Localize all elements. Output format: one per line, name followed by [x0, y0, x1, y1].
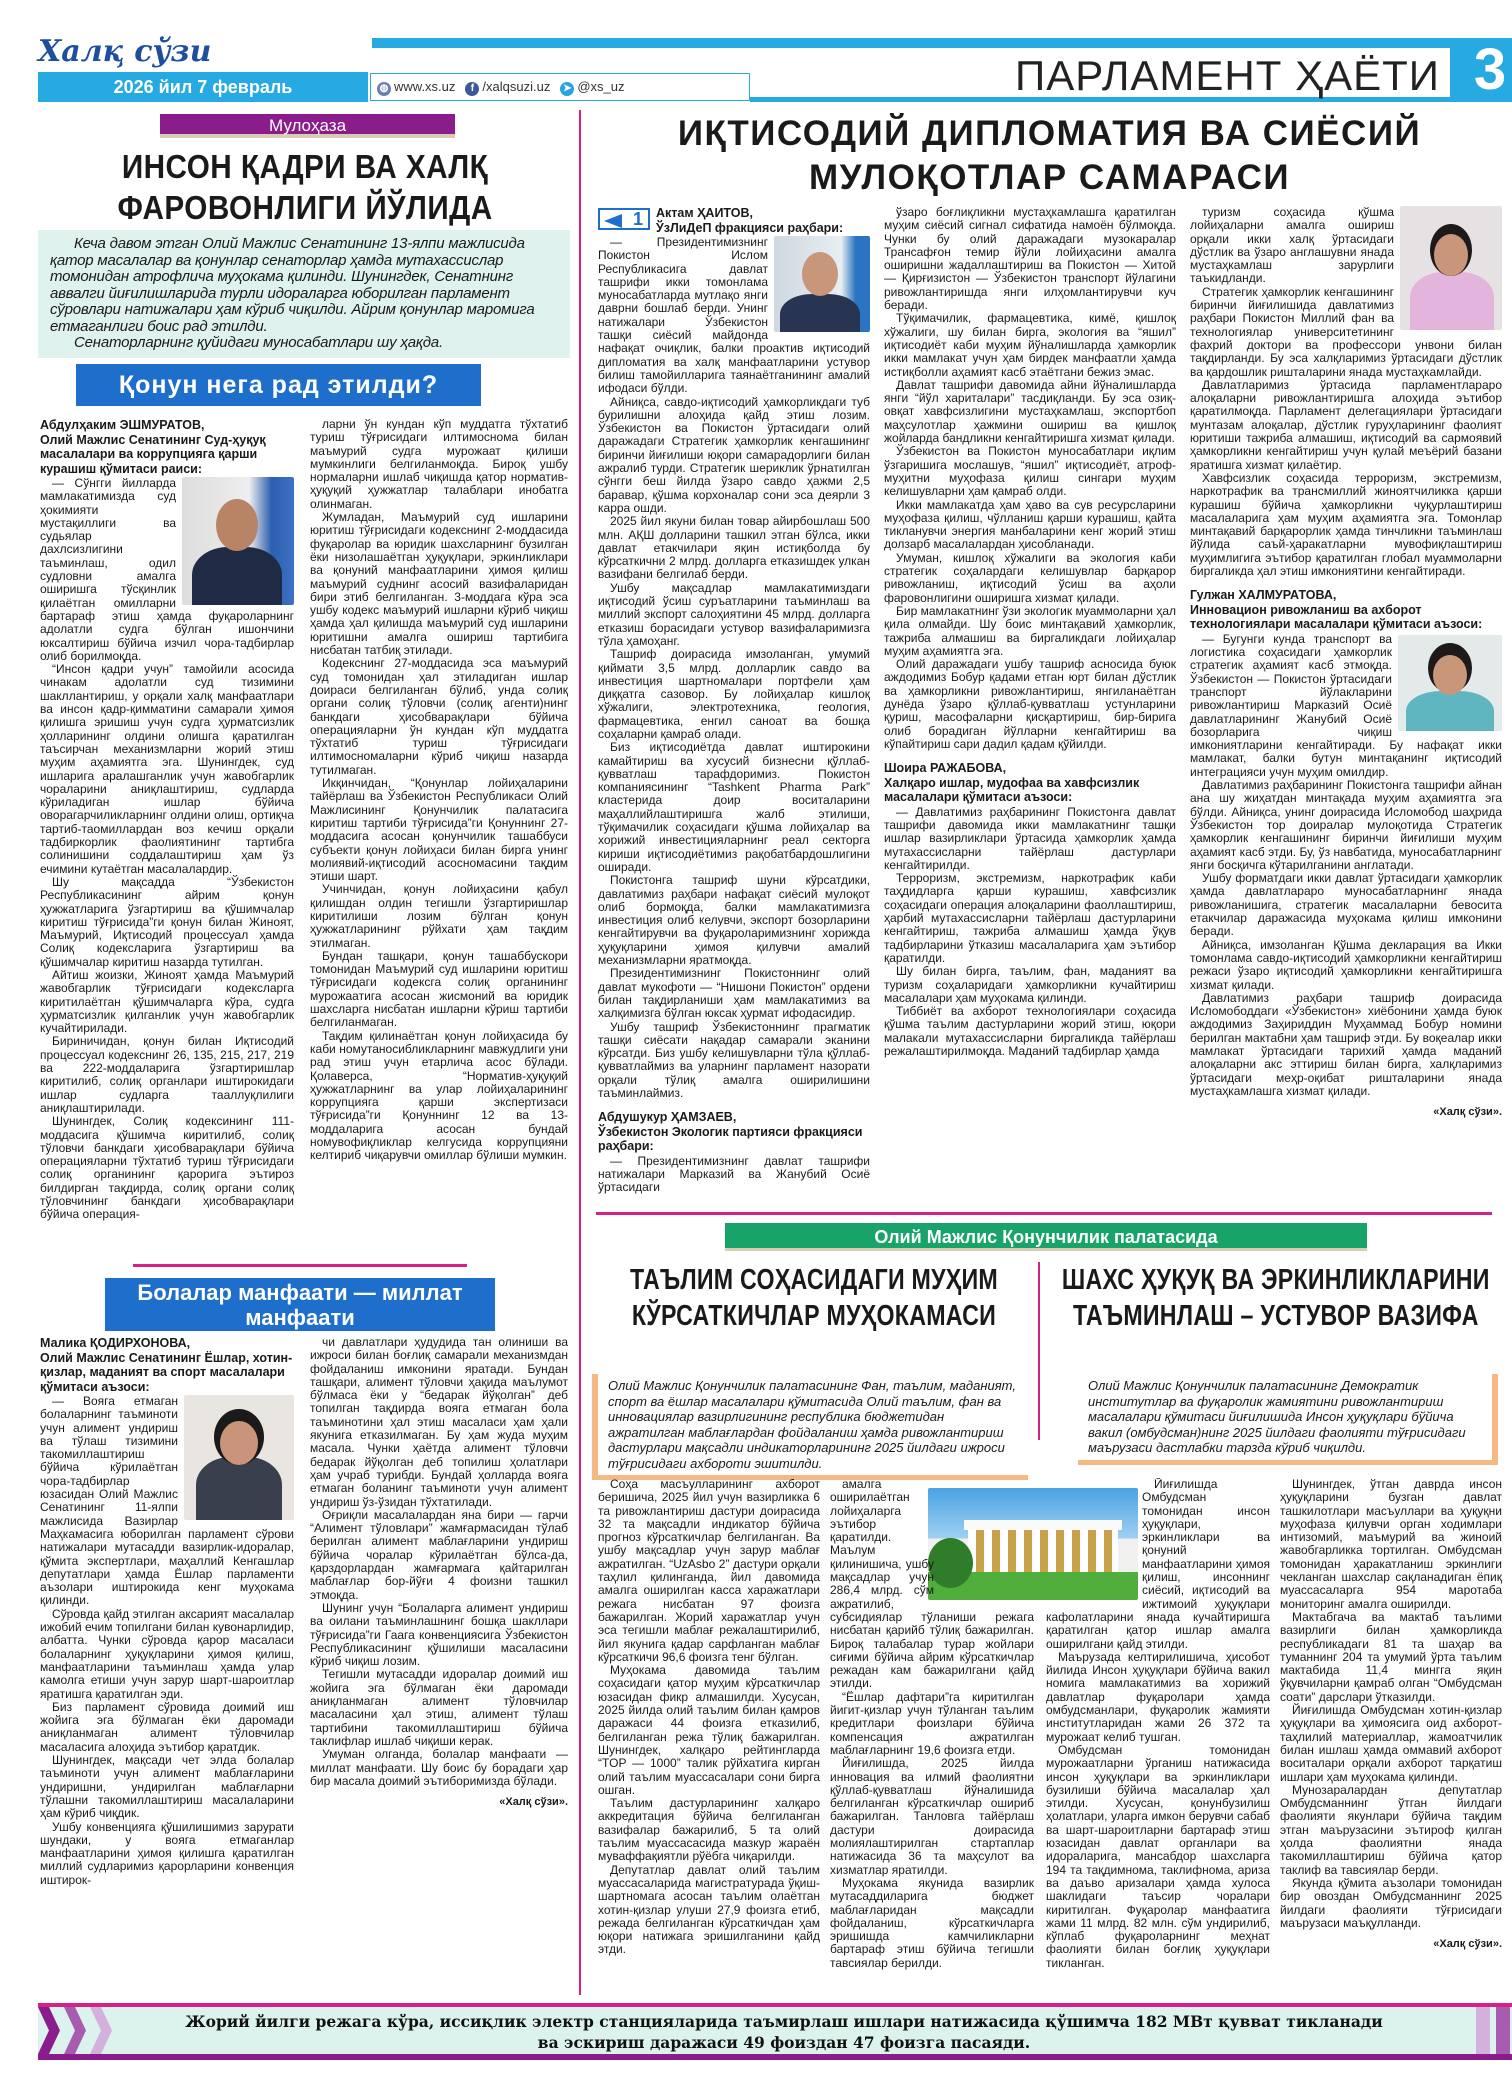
signature: «Халқ сўзи».: [1433, 1106, 1502, 1119]
byline: [40, 1336, 294, 1394]
paragraph: Кодекснинг 27-моддасида эса маъмурий суд томонидан ҳал этиладиган ишлар доираси белгиланган бўлиб, унда солиқ органи солиқ тўловчи (солиқ агенти)нинг банкдаги ҳисобварақлари бўйича операцияларни ўн кундан кўп муддатга тўхтатиб туриш тўғрисидаги илтимосномаларни кўриб чиқиш назарда тутилмаган.: [310, 656, 568, 777]
signature: «Халқ сўзи».: [499, 1796, 568, 1809]
telegram-link[interactable]: ➤ @xs_uz: [560, 79, 624, 96]
paragraph: — Президентимизнинг Покистон Ислом Республикасига давлат ташрифи икки томонлама муносабатларда мутлақо янги даврни бошлаб берди. Унинг натижалари Ўзбекистон ташқи сиёсий майдонда нафақат очиқлик, балки проактив иқтисодий дипломатия ва халқ манфаатларини устувор билиш тамойилларига таянаётганининг амалий ифодаси бўлди.: [598, 235, 870, 396]
headline: ИНСОН ҚАДРИ ВА ХАЛҚ ФАРОВОНЛИГИ ЙЎЛИДА: [117, 148, 493, 226]
article-column: [884, 206, 1176, 1211]
paragraph: — Давлатимиз раҳбарининг Покистонга давлат ташрифи давомида икки мамлакатнинг ташқи ишлар вазирликлари ўртасида ҳамкорлик ҳамда мутахассисларни тайёрлаш дастурлари кенгайтирилди.: [884, 804, 1176, 872]
paragraph: Кеча давом этган Олий Мажлис Сенатининг 13-ялпи мажлисида қатор масалалар ва қонунлар сенаторлар ҳамда мутахассислар томонидан атрофлича муҳокама қилинди. Шунингдек, Сенатнинг аввалги йиғилишларида турли идораларга юборилган парламент сўровлари натижалари ҳам кўриб чиқилди. Айрим қонунлар маромига етмаганлиги боис рад этилди.: [50, 235, 535, 335]
section-title: ПАРЛАМЕНТ ҲАЁТИ: [1015, 52, 1440, 99]
paragraph: “Инсон қадри учун” тамойили асосида чинакам адолатли суд тизимини шакллантириш, у орқали халқ манфаатлари ва инсон қадр-қимматини самарали ҳимоя қилишга эришиш учун судга ҳурматсизлик ҳолларининг олдини олишга қаратилган таъсирчан механизмларни жорий этиш муҳим аҳамиятга эга. Шунингдек, суд ишларига аралашганлик учун жавобгарлик чораларини аниқлаштириш, судларда кўриладиган ишлар бўйича оворагарчиликларнинг олдини олиш, ортиқча тартиб-таомиллардан воз кечиш орқали тадбиркорлик фаолиятининг тартибга солинишини соддалаштириш ҳам ўз ечимини кутаётган масалалардир.: [40, 662, 294, 876]
paragraph: Шу мақсадда “Ўзбекистон Республикасининг айрим қонун ҳужжатларига ўзгартириш ва қўшимчалар киритиш тўғрисида”ги қонун билан Жиноят, Маъмурий, Иқтисодий процессуал ҳамда Солиқ кодексларига ўзгартириш ва қўшимчалар киритиш назарда тутилган.: [40, 874, 294, 969]
paragraph: — Вояга етмаган болаларнинг таъминоти учун алимент ундириш ва тўлаш тизимини такомиллаштириш бўйича кўрилаётган чора-тадбирлар юзасидан Олий Мажлис Сенатининг 11-ялпи мажлисида Вазирлар Маҳкамасига юборилган парламент сўрови натижалари мутасадди вазирлик-идоралар, қўмита экспертлари, маҳаллий Кенгашлар депутатлари ҳамда Ёшлар парламенти аъзолари иштирокида кенг муҳокама қилинди.: [40, 1394, 294, 1608]
paragraph: Терроризм, экстремизм, наркотрафик каби таҳдидларга қарши курашиш, хавфсизлик соҳасидаги операция алоқаларини фаоллаштириш, ҳарбий мутахассисларни тайёрлаш дастурларини кенгайтириш, тажриба алмашиш ҳамда ўқув тадбирларини ўтказиш масалаларига ҳам эътибор қаратилди.: [884, 871, 1176, 965]
rubric-label: Мулоҳаза: [160, 114, 455, 138]
author-photo: [182, 477, 294, 605]
facebook-link[interactable]: f /xalqsuzi.uz: [465, 79, 550, 96]
paragraph: Жумладан, Маъмурий суд ишларини юритиш тўғрисидаги кодекснинг 2-моддасида фуқаролар ва юридик шахсларнинг бузилган ёки низолашаётган ҳуқуқлари, эркинликлари ва қонуний манфаатларини ҳимоя қилиш маъмурий суднинг асосий вазифаларидан бири этиб белгиланган. 3-моддага кўра эса ушбу кодекс маъмурий ишларни кўриб чиқиш ҳамда ҳал қилишда маъмурий суд ишларини юритишни амалга ошириш тартибига нисбатан татбиқ этилади.: [310, 510, 568, 658]
paragraph: Стратегик ҳамкорлик кенгашининг биринчи йиғилишида давлатимиз раҳбари Покистон Миллий фан ва технологиялар университетининг фахрий доктори ва профессори унвони билан тақдирланди. Бу эса халқларимиз ўртасидаги дўстлик ва қардошлик ришталарини янада мустаҳкамлайди.: [1190, 284, 1502, 379]
paragraph: Сўровда қайд этилган аксарият масалалар ижобий ечим топилгани билан кувонарлидир, албатта. Чунки сўровда қарор масаласи болаларнинг ҳуқуқларини ҳимоя қилиш, манфаатларини таъминлаш ҳамда улар камолга етиши учун зарур шарт-шароитлар яратишга қаратилган эди.: [40, 1606, 294, 1701]
headline: ИҚТИСОДИЙ ДИПЛОМАТИЯ ВА СИЁСИЙ МУЛОҚОТЛАР САМАРАСИ: [677, 114, 1422, 197]
paragraph: Покистонга ташриф шуни кўрсатдики, давлатимиз раҳбари нафақат сиёсий мулоқот олиб бормоқда, балки мамлакатимизга инвестиция олиб келувчи, экспорт бозорларини кенгайтирувчи ва фуқароларимизнинг хорижда ҳуқуқларини ҳимоя қилувчи амалий механизмларни яратмоқда.: [598, 873, 870, 968]
article-column: [1280, 1478, 1502, 1996]
paragraph: Омбудсман томонидан мурожаатларни ўрганиш натижасида инсон ҳуқуқлари ва эркинликлари бузилиши бўйича масалалар ҳал этилди. Хусусан, қонунбузилиш ҳолатлари, уларга имкон берувчи сабаб ва шарт-шароитларни бартараф этиш юзасидан давлат органлари ва идораларига, мансабдор шахсларга 194 та тақдимнома, таклифнома, ариза ва даъво аризалари ҳамда хулоса шаклидаги таъсир чоралари киритилган. Фуқаролар манфаатига жами 11 млрд. 82 млн. сўм ундирилиб, кўплаб фуқароларнинг меҳнат фаолияти билан боғлиқ ҳуқуқлари тикланган.: [1046, 1742, 1270, 1970]
byline: [598, 1110, 870, 1154]
paragraph: амалга оширилаётган лойиҳаларга эътибор қаратилди. Маълум қилинишича, ушбу мақсадлар учун 286,4 млрд. сўм ажратилиб, субсидиялар тўланиши режага нисбатан қарийб тўлиқ бажарилган. Бироқ талабалар турар жойлари сиғими бўйича айрим кўрсаткичлар режадан кам бажарилгани қайд этилди.: [830, 1478, 1034, 1691]
social-links: [370, 73, 750, 101]
article-column: [40, 1336, 294, 1996]
chevron-icon: [90, 2007, 112, 2054]
headline: ШАХС ҲУҚУҚ ВА ЭРКИНЛИКЛАРИНИ ТАЪМИНЛАШ – УСТУВОР ВАЗИФА: [1061, 1264, 1490, 1332]
paragraph: Ушбу ташриф Ўзбекистоннинг прагматик ташқи сиёсати нақадар самарали эканини кўрсатди. Биз ушбу келишувларни тўла қўллаб-қувватлаймиз ва уларнинг парламент назорати орқали тўлиқ амалга оширилишини таъминлаймиз.: [598, 1019, 870, 1100]
author-name: Актам ҲАИТОВ,: [656, 206, 753, 220]
author-role: Олий Мажлис Сенатининг Ёшлар, хотин-қизлар, маданият ва спорт масалалари қўмитаси аъзоси:: [40, 1350, 293, 1394]
lede-box: Олий Мажлис Қонунчилик палатасининг Фан, таълим, маданият, спорт ва ёшлар масалалари қўмитасида Олий таълим, фан ва инновациялар вазирлигининг республика бюджетидан ажратилган маблағлардан фойдаланиш ҳамда ривожлантириш дастурлари мақсадли индикаторларининг 2025 йилдаги ижроси тўғрисидаги ахбороти эшитилди.: [592, 1374, 1028, 1480]
paragraph: Президентимизнинг Покистоннинг олий давлат мукофоти — “Нишони Покистон” ордени билан тақдирланиши ҳам мамлакатимиз ва халқимизга бўлган юксак ҳурмат ифодасидир.: [598, 966, 870, 1021]
paragraph: Шунинг учун “Болаларга алимент ундириш ва оилани таъминлашнинг бошқа шакллари тўғрисида”ги Гаага конвенциясига Ўзбекистон Республикасининг қўшилиши масаласини кўриб чиқиш лозим.: [310, 1600, 568, 1669]
paragraph: Биз парламент сўровида доимий иш жойига эга бўлмаган ёки даромади аниқланмаган алимент тўловчилар масаласига алоҳида эътибор қаратдик.: [40, 1699, 294, 1754]
author-role: Инновацион ривожланиш ва ахборот технологиялари масалалари қўмитаси аъзоси:: [1190, 602, 1483, 632]
globe-icon: ◍: [377, 82, 391, 96]
paragraph: Депутатлар давлат олий таълим муассасаларида магистратурада ўқиш-шартномага асосан таълим олаётган хотин-қизлар улуши 27,9 фоизга етиб, режада белгиланган кўрсаткичдан ҳам юқори натижага эришилганини қайд этди.: [598, 1862, 820, 1957]
column-text: [884, 206, 1176, 751]
continued-from-page-badge[interactable]: 1: [598, 208, 650, 230]
paragraph: чи давлатлари ҳудудида тан олиниши ва ижроси билан боғлиқ самарали механизмдан фойдаланиш имконини яратади. Бундан ташқари, алимент тўловчи ҳақида маълумот бўлмаса ёки у “бедарак йўқолган” деб топилган тақдирда вояга етмаган бола таъминотини ҳал этиш масаласи ҳам ҳали якунига етказилмаган. Бу ҳам жуда муҳим масала. Чунки ҳаётда алимент тўловчи бедарак йўқолган деб топилиш ҳолатлари ҳам учраб турибди. Бундай ҳолларда вояга етмаган боланинг таъминоти учун алимент ундириш ўз-ўзидан тўхтатилади.: [310, 1336, 568, 1509]
lede-box: [38, 230, 570, 358]
author-role: Ўзбекистон Экологик партияси фракцияси раҳбари:: [598, 1124, 863, 1154]
facebook-icon: f: [465, 82, 479, 96]
paragraph: ларни ўн кундан кўп муддатга тўхтатиб туриш тўғрисидаги илтимоснома билан маъмурий судга мурожаат қилиши мумкинлиги белгиланмоқда. Бироқ ушбу нормаларни ишлаб чиқишда қатор норматив-ҳуқуқий ҳужжатлар талаблари инобатга олинмаган.: [310, 418, 568, 511]
author-name: Абдулҳаким ЭШМУРАТОВ,: [40, 418, 205, 432]
section-banner: Олий Мажлис Қонунчилик палатасида: [725, 1223, 1367, 1251]
paragraph: Бундан ташқари, қонун ташаббускори томонидан Маъмурий суд ишларини юритиш тўғрисидаги кодексга солиқ органининг мурожаатига асосан жисмоний ва юридик шахсларга нисбатан ишларни кўриш тартиби белгиланмаган.: [310, 948, 568, 1030]
photo-spacer: [934, 1478, 1034, 1600]
paragraph: Давлатимиз раҳбари ташриф доирасида Исломободдаги «Ўзбекистон» хиёбонини ҳамда буюк аждодимиз Заҳириддин Муҳаммад Бобур номини берилган мактабни ҳам ташриф этди. Бу воқеалар икки мамлакат ўртасидаги тарихий ҳамда маданий алоқаларни акс эттириш билан бирга, халқларимиз ўртасидаги меҳр-оқибат ришталарини янада мустаҳкамлашга хизмат қилади.: [1190, 990, 1502, 1098]
author-photo: [774, 236, 870, 332]
column-text: [310, 418, 568, 1163]
paragraph: Давлатимиз раҳбарининг Покистонга ташрифи айнан ана шу жиҳатдан минтақада муҳим аҳамиятга эга бўлди. Айниқса, унинг доирасида Исломобод шаҳрида Ўзбекистон тор доиралар мулоқотида Стратегик ҳамкорлик кенгашининг биринчи йиғилиши муҳим аҳамият касб этди. Бу, ўз навбатида, муносабатларнинг янги босқичга кўтарилганини англатади.: [1190, 778, 1502, 872]
paragraph: Бириничидан, қонун билан Иқтисодий процессуал кодекснинг 26, 135, 215, 217, 219 ва 222-моддаларига ўзгартиришлар киритилиб, солиқ органлари иштирокидаги ишлар судларга тааллуқлилиги аниқлаштирилади.: [40, 1034, 294, 1115]
article-column: [598, 1478, 820, 1996]
paragraph: Таълим дастурларининг халқаро аккредитация бўйича белгиланган вазифалар бажарилиб, 5 та олий таълим муассасасида мазкур жараён муваффақиятли рўёбга чиқарилди.: [598, 1796, 820, 1864]
author-photo: [1398, 635, 1502, 731]
footer-banner: [38, 2003, 1512, 2060]
paragraph: Хавфсизлик соҳасида терроризм, экстремизм, наркотрафик ва трансмиллий жиноятчиликка қарши курашиш бўйича ҳамкорликни чуқурлаштириш масалаларига ҳам муҳим аҳамиятга эга. Томонлар минтақавий барқарорлик ҳамда тинчликни таъминлаш йўлида саъй-ҳаракатларни мувофиқлаштириш муҳимлигига эътибор қаратилган глобал муаммоларни биргаликда ҳал этиш имкониятини кенгайтиради.: [1190, 470, 1502, 579]
byline: [598, 206, 870, 235]
paragraph: Олий даражадаги ушбу ташриф асносида буюк аждодимиз Бобур қадами етган юрт билан дўстлик ва ҳамкорликни ривожлантириш, янгиланаётган дунёда ўзаро қўллаб-қувватлаш устунларини қуриш, масофаларни қисқартириш, бир-бирига олиб борадиган йўлларни кенгайтириш ва кўпайтириш сари дадил қадам қўйилди.: [884, 657, 1176, 751]
byline: [1190, 588, 1502, 632]
telegram-icon: ➤: [560, 82, 574, 96]
column-text: [598, 1155, 870, 1195]
author-name: Абдушукур ҲАМЗАЕВ,: [598, 1110, 737, 1125]
author-name: Гулжан ХАЛМУРАТОВА,: [1190, 588, 1337, 603]
paragraph: Давлат ташрифи давомида айни йўналишларда янги “йўл хариталари” тасдиқланди. Бу эса озиқ-овқат хавфсизлигини мустаҳкамлаш, экспортбоп маҳсулотлар ҳажмини ошириш ва қишлоқ жойларда бандликни кенгайтиришга хизмат қилади.: [884, 377, 1176, 446]
author-role: Халқаро ишлар, мудофаа ва хавфсизлик масалалари қўмитаси аъзоси:: [884, 775, 1140, 805]
paragraph: — Президентимизнинг давлат ташрифи натижалари Марказий ва Жанубий Осиё ўртасидаги: [598, 1153, 870, 1195]
article-column: [310, 1336, 568, 1996]
paragraph: Айниқса, имзоланган Қўшма декларация ва Икки томонлама савдо-иқтисодий ҳамкорликни кенгайтириш режаси ўзаро иқтисодий ҳамкорликни кенгайтиришга хизмат қилади.: [1190, 937, 1502, 992]
paragraph: Шунингдек, Солиқ кодексининг 111-моддасига қўшимча киритилиб, солиқ тўловчи банкдаги ҳисобварақлари бўйича операцияларни тўхтатиб туриш тўғрисидаги солиқ органининг қарорига эътироз билдирган тақдирда, солиқ органи солиқ тўловчининг банкдаги ҳисобварақлари бўйича операция-: [40, 1114, 294, 1222]
paragraph: Сенаторларнинг қуйидаги муносабатлари шу ҳақда.: [74, 334, 443, 351]
column-text: [884, 806, 1176, 1059]
author-name: Малика ҚОДИРХОНОВА,: [40, 1336, 191, 1350]
paragraph: Умуман, кишлоқ хўжалиги ва экология каби стратегик соҳалардаги келишувлар барқарор ривожланиш, иқтисодий ўсиш ва аҳоли фаровонлигини оширишга хизмат қилади.: [884, 550, 1176, 605]
paragraph: Тўқимачилик, фармацевтика, кимё, қишлоқ хўжалиги, шу билан бирга, экология ва “яшил” иқтисодиёт каби муҳим йўналишларда ҳамкорлик икки мамлакат учун ҳам бирдек манфаатли ҳамда истиқболли аҳамият касб этаётгани бежиз эмас.: [884, 311, 1176, 379]
column-text: [598, 236, 870, 1100]
lede-box: Олий Мажлис Қонунчилик палатасининг Демократик институтлар ва фуқаролик жамиятини ривожлантириш масалалари қўмитаси йиғилишида Инсон ҳуқуқлари бўйича вакил (омбудсман)нинг 2025 йилдаги фаолияти тўғрисидаги маърузаси дастлабки тарзда кўриб чиқилди.: [1078, 1374, 1498, 1465]
author-name: Шоира РАЖАБОВА,: [884, 761, 1007, 776]
paragraph: Шунингдек, ўтган даврда инсон ҳуқуқларини бузган давлат ташкилотлари масъуллари ва ҳуқуқни муҳофаза қилувчи орган ходимлари интизомий, маъмурий ва жиноий жавобгарликка тортилган. Омбудсман томонидан ҳаракатланиш эркинлиги чекланган шахслар сақланадиган ёпиқ муассасаларга 954 маротаба мониторинг амалга оширилди.: [1280, 1478, 1502, 1611]
subheadline: Қонун нега рад этилди?: [76, 364, 481, 406]
author-photo: [184, 1395, 294, 1520]
paragraph: Оғриқли масалалардан яна бири — гарчи “Алимент тўловлари” жамғармасидан тўлаб берилган алимент маблағларини ундириш бўйича чоралар кўрилаётган бўлса-да, қарздорлардан жамғармага қайтарилган маблағлар бор-йўғи 4 фоизни ташкил этмоқда.: [310, 1507, 568, 1602]
paragraph: Айтиш жоизки, Жиноят ҳамда Маъмурий жавобгарлик тўғрисидаги кодексларга киритилаётган қўшимчаларга кўра, судга ҳурматсизлик қилганлик учун жавобгарлик кучайтирилади.: [40, 967, 294, 1036]
paragraph: — Бугунги кунда транспорт ва логистика соҳасидаги ҳамкорлик стратегик аҳамият касб этмоқда. Ўзбекистон — Покистон ўртасидаги транспорт йўлакларини ривожлантириш Марказий Осиё давлатларининг Жанубий Осиё бозорларига чиқиш имкониятларини кенгайтиради. Бу нафақат икки мамлакат, балки бутун минтақанинг иқтисодий интеграцияси учун муҳим омилдир.: [1190, 631, 1502, 779]
article-column: [40, 418, 294, 1253]
newspaper-logo: Халқ сўзи: [38, 34, 212, 69]
paragraph: Айниқса, савдо-иқтисодий ҳамкорликдаги туб бурилишни алоҳида қайд этиш лозим. Ўзбекистон ва Покистон ўртасидаги олий даражадаги Стратегик ҳамкорлик кенгашининг биринчи йиғилиши юқори самарадорлиги билан ажралиб турди. Стратегик шериклик ўрнатилган сўнгги беш йилда ўзаро савдо ҳажми 2,5 баравар, қўшма корхоналар сони эса деярли 3 карра ошди.: [598, 394, 870, 515]
author-role: Олий Мажлис Сенатининг Суд-ҳуқуқ масалалари ва коррупцияга қарши курашиш қўмитаси раиси:: [40, 432, 266, 476]
chevron-icon: [38, 2007, 60, 2054]
article-column: [598, 206, 870, 1211]
byline: [884, 761, 1176, 805]
article-column: [1046, 1478, 1270, 1996]
paragraph: Йиғилишда Омбудсман томонидан инсон ҳуқуқлари, эркинликлари ва қонуний манфаатларини ҳимоя қилиш, инсоннинг сиёсий, иқтисодий ва ижтимоий ҳуқуқлари кафолатларини янада кучайтиришга қаратилган қатор ишлар амалга оширилгани қайд этилди.: [1046, 1478, 1270, 1651]
subheadline: Болалар манфаати — миллат манфаати: [105, 1278, 495, 1331]
paragraph: Учинчидан, қонун лойиҳасини қабул қилишдан олдин тегишли ўзгартиришлар киритилиши лозим бўлган қонун ҳужжатларининг рўйхати ҳам тақдим этилмаган.: [310, 882, 568, 950]
paragraph: Мунозаралардан депутатлар Омбудсманнинг ўтган йилдаги фаолияти якунлари бўйича тақдим этган маърузасини эътироф қилган ҳолда фаолиятни янада такомиллаштириш бўйича қатор таклиф ва тавсиялар берди.: [1280, 1782, 1502, 1877]
paragraph: Муҳокама давомида таълим соҳасидаги қатор муҳим кўрсаткичлар юзасидан фикр алмашилди. Хусусан, 2025 йилда олий таълим билан қамров даражаси 44 фоизга етказилиб, белгиланган режа тўлиқ бажарилган. Шунингдек, халқаро рейтингларда “TOP — 1000” талик рўйхатига кирган олий таълим муассасалари сони бирга ошган.: [598, 1663, 820, 1797]
section-rule: [596, 1212, 1492, 1215]
paragraph: Якунда қўмита аъзолари томонидан бир овоздан Омбудсманнинг 2025 йилдаги фаолияти тўғрисидаги маърузаси маъқулланди.: [1280, 1875, 1502, 1930]
section-rule: [133, 1264, 467, 1267]
column-text: [598, 1478, 820, 1957]
paragraph: Бир мамлакатнинг ўзи экологик муаммоларни ҳал қила олмайди. Шу боис минтақавий ҳамкорлик, тажриба алмашиш ва биргаликдаги лойиҳалар муҳим аҳамиятга эга.: [884, 603, 1176, 658]
column-divider: [579, 110, 581, 1995]
paragraph: Умуман олганда, болалар манфаати — миллат манфаати. Шу боис бу борадаги ҳар бир масала доимий эътиборимизда бўлади.: [310, 1747, 568, 1788]
author-role: ЎзЛиДеП фракцияси раҳбари:: [656, 220, 844, 235]
paragraph: Соҳа масъулларининг ахборот беришича, 2025 йил учун вазирликка 6 та ривожлантириш дастури доирасида 32 та мақсадли индикатор бўйича прогноз кўрсаткичлар белгиланган. Ва ушбу мақсадлар учун зарур маблағ ажратилган. “UzAsbo 2” дастури орқали таҳлил қилинганда, йил давомида амалга оширилган касса харажатлари режага нисбатан 97 фоизга бажарилган. Жорий харажатлар учун эса тегишли маблағ режалаштирилиб, йил якунига қадар сарфланган маблағ кўрсаткичи 96,6 фоизга тенг бўлган.: [598, 1478, 820, 1664]
paragraph: Ушбу мақсадлар мамлакатимиздаги иқтисодий ўсиш суръатларини таъминлаш ва миллий экспорт салоҳиятини 45 млрд. долларга етказиш борасидаги устувор вазифаларимизга тўла ҳамоҳанг.: [598, 580, 870, 648]
paragraph: Тегишли мутасадди идоралар доимий иш жойига эга бўлмаган ёки даромади аниқланмаган алимент тўловчилар масаласини ҳал этиш, алимент тўлаш тартибини такомиллаштириш бўйича таклифлар ишлаб чиқиши керак.: [310, 1667, 568, 1748]
paragraph: Икки мамлакатда ҳам ҳаво ва сув ресурсларини муҳофаза қилиш, чўлланиш қарши курашиш, қайта тикланувчи энергия манбаларини кенг жорий этиш долзарб масалалардан ҳисобланади.: [884, 497, 1176, 552]
author-photo: [1400, 206, 1502, 330]
header-top-bar: [372, 38, 1512, 48]
article-column: [830, 1478, 1034, 1996]
paragraph: Муҳокама якунида вазирлик мутасаддиларига бюджет маблағларидан мақсадли фойдаланиш, кўрсаткичларга эришишда камчиликларни бартараф этиш бўйича тегишли тавсиялар берилди.: [830, 1875, 1034, 1970]
paragraph: Давлатларимиз ўртасида парламентлараро алоқаларни ривожлантиришга алоҳида эътибор қаратилмоқда. Парламент делегациялари ўртасидаги мунтазам алоқалар, дўстлик гуруҳларининг фаолият юритиши тажриба алмашиш, иқтисодий ва сармоявий ҳамкорликни кенгайтириш учун қулай меъёрий базани яратишга хизмат қилаётир.: [1190, 377, 1502, 472]
signature: «Халқ сўзи».: [1433, 1938, 1502, 1951]
paragraph: туризм соҳасида қўшма лойиҳаларни амалга ошириш орқали икки халқ ўртасидаги дўстлик ва ўзаро англашувни янада мустаҳкамлаш зарурлиги таъкидланди.: [1190, 206, 1394, 286]
paragraph: Биз иқтисодиётда давлат иштирокини камайтириш ва хусусий бизнесни қўллаб-қувватлаш тарафдоримиз. Покистон компаниясининг “Tashkent Pharma Park” кластерида доир воситаларини маҳаллийлаштиришга жалб этилиши, тўқимачилик соҳасидаги қўшма лойиҳалар ва хорижий инвестицияларнинг реал секторга кириши иқтисодиётимиз рақобатбардошлигини оширади.: [598, 740, 870, 874]
paragraph: 2025 йил якуни билан товар айирбошлаш 500 млн. АҚШ долларини ташкил этган бўлса, икки давлат етакчилари яқин истиқболда бу кўрсаткични 2 млрд. долларга етказишдек улкан вазифани белгилаб берди.: [598, 514, 870, 582]
paragraph: Йиғилишда Омбудсман хотин-қизлар ҳуқуқлари ва ҳимоясига оид ахборот-таҳлилий материаллар, жамоатчилик билан ишлаш ҳамда оммавий ахборот воситалари орқали ахборот тарқатиш ишлари ҳам муҳокама қилинди.: [1280, 1703, 1502, 1784]
paragraph: “Ёшлар дафтари”га киритилган йигит-қизлар учун тўланган таълим кредитлари фоизлари бўйича компенсация ажратилган маблағларнинг 19,6 фоизга етди.: [830, 1689, 1034, 1757]
chevron-icon: [64, 2007, 86, 2054]
paragraph: Йиғилишда, 2025 йилда инновация ва илмий фаолиятни қўллаб-қувватлаш йўналишида белгиланган кўрсаткичлар ошириб бажарилган. Танловга тайёрлаш дастури доирасида молиялаштирилган стартаплар натижасида 36 та маҳсулот ва хизматлар яратилди.: [830, 1756, 1034, 1877]
paragraph: Ушбу форматдаги икки давлат ўртасидаги ҳамкорлик ҳамда давлатлараро муносабатларнинг янада ривожланишига, стратегик масалаларни бевосита етакчилар даражасида муҳокама қилиш имконини беради.: [1190, 871, 1502, 939]
issue-date: 2026 йил 7 февраль: [38, 72, 368, 102]
paragraph: — Сўнгги йилларда мамлакатимизда суд ҳокимияти мустақиллиги ва судьялар дахлсизлигини таъминлаш, одил судловни амалга оширишга тўсқинлик қилаётган омилларни бартараф этиш ҳамда фуқароларнинг адолатли судга бўлган ишончини юксалтириш бўйича изчил чора-тадбирлар олиб борилмоқда.: [40, 476, 294, 663]
headline: ТАЪЛИМ СОҲАСИДАГИ МУҲИМ КЎРСАТКИЧЛАР МУҲОКАМАСИ: [630, 1264, 998, 1332]
page-number: 3: [1450, 38, 1512, 102]
column-text: [1280, 1478, 1502, 1930]
paragraph: Мактабгача ва мактаб таълими вазирлиги билан ҳамкорликда республикадаги 81 та шаҳар ва туманнинг 204 та умумий ўрта таълим мактабида 11,4 мингга яқин ўқувчиларни қамраб олган “Омбудсман соати” дарслари ўтказилди.: [1280, 1609, 1502, 1704]
paragraph: Маърузада келтирилишича, ҳисобот йилида Инсон ҳуқуқлари бўйича вакил номига мамлакатимиз ва хорижий давлатлар фуқаролари ҳамда омбудсманлари, фуқаролик жамияти институтларидан жами 26 372 та мурожаат келиб тушган.: [1046, 1649, 1270, 1744]
paragraph: Тиббиёт ва ахборот технологиялари соҳасида қўшма таълим дастурларини жорий этиш, юқори малакали мутахассисларни биргаликда тайёрлаш режалаштирилмоқда. Маданий тадбирлар ҳамда: [884, 1004, 1176, 1059]
footer-fact: Жорий йилги режага кўра, иссиқлик электр станцияларида таъмирлаш ишлари натижасида қўшимча 182 МВт қувват тикланади ва эскириш даражаси 49 фоиздан 47 фоизга пасаяди.: [185, 2012, 1383, 2052]
paragraph: Шу билан бирга, таълим, фан, маданият ва туризм соҳаларидаги ҳамкорликни кучайтириш масалалари ҳам муҳокама қилинди.: [884, 964, 1176, 1005]
paragraph: Ташриф доирасида имзоланган, умумий қиймати 3,5 млрд. долларлик савдо ва инвестиция шартномалари портфели ҳам диққатга сазовор. Бу лойиҳалар кишлоқ хўжалиги, электротехника, геология, фармацевтика, енгил саноат ва бошқа соҳаларни қамраб олади.: [598, 647, 870, 741]
paragraph: Тақдим қилинаётган қонун лойиҳасида бу каби номутаносибликларнинг мавжудлиги уни рад этиш учун етарлича асос бўлади. Қолаверса, “Норматив-ҳуқуқий ҳужжатларнинг ва улар лойиҳаларининг коррупцияга қарши экспертизаси тўғрисида”ги Қонуннинг 12 ва 13-моддаларига асосан бундай номувофиқликлар келгусида коррупцияни келтириб чиқарувчи омиллар бўлиши мумкин.: [310, 1028, 568, 1163]
paragraph: ўзаро боғлиқликни мустаҳкамлашга қаратилган муҳим сиёсий сигнал сифатида намоён бўлмоқда. Чунки бу олий даражадаги музокаралар Трансафғон темир йўли лойиҳасини амалга оширишни жадаллаштириш ва Покистон — Хитой — Қирғизистон — Ўзбекистон транспорт йўлагини ривожлантиришда янги илҳомлантирувчи куч беради.: [884, 206, 1176, 313]
paragraph: Ушбу конвенцияга қўшилишимиз зарурати шундаки, у вояга етмаганлар манфаатларини ҳимоя қилишга қаратилган миллий судларимиз қарорларини конвенция иштирок-: [40, 1819, 294, 1887]
website-link[interactable]: ◍ www.xs.uz: [377, 79, 455, 96]
byline: [40, 418, 294, 476]
paragraph: Ўзбекистон ва Покистон муносабатлари иқлим ўзгаришига мослашув, “яшил” иқтисодиёт, атроф-муҳитни муҳофаза қилиш сингари муҳим келишувларни ҳам қамраб олди.: [884, 444, 1176, 499]
paragraph: Шунингдек, мақсади чет элда болалар таъминоти учун алимент маблағларини ундиришни, ундирилган маблағларни тўлашни такомиллаштириш масалаларини ҳам кўриб чиқдик.: [40, 1753, 294, 1821]
paragraph: Икқинчидан, “Қонунлар лойиҳаларини тайёрлаш ва Ўзбекистон Республикаси Олий Мажлисининг Қонунчилик палатасига киритиш тартиби тўғрисида”ги Қонуннинг 27-моддасига асосан қонунчилик ташаббуси субъекти қонун лойиҳаси билан бирга унинг молиявий-иқтисодий асосномасини тақдим этиши шарт.: [310, 776, 568, 884]
article-column: [310, 418, 568, 1253]
column-divider: [1038, 1262, 1040, 1440]
column-text: [310, 1336, 568, 1788]
photo-spacer: [1046, 1478, 1142, 1600]
article-column: [1190, 206, 1502, 1211]
